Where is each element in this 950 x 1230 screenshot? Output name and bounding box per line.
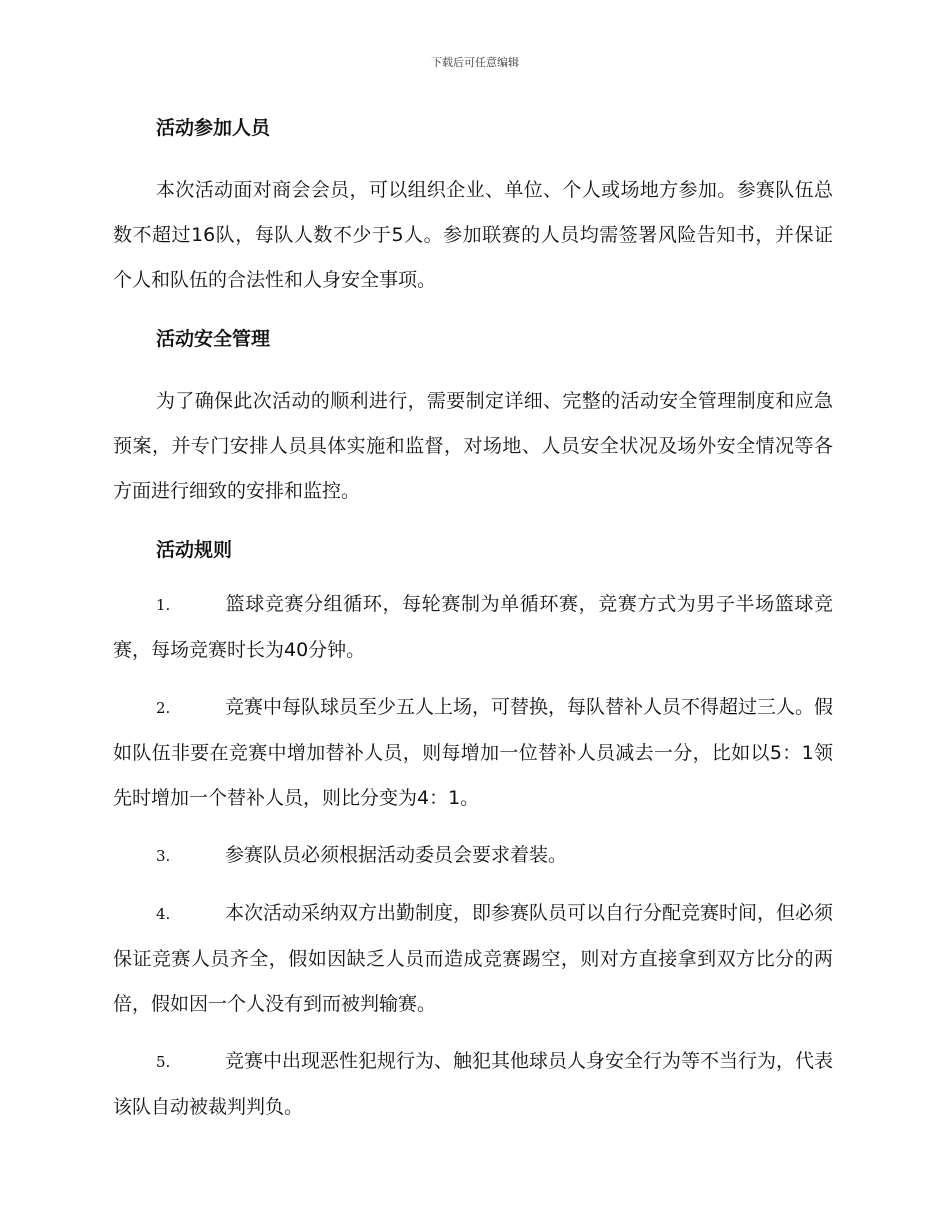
rule-number: 3. (156, 847, 171, 865)
rule-text: 竞赛中每队球员至少五人上场，可替换，每队替补人员不得超过三人。假如队伍非要在竞赛中增加替补人员，则每增加一位替补人员减去一分，比如以5：1领先时增加一个替补人员，则比分变为4：1。 (113, 696, 834, 809)
document-body (113, 112, 833, 1142)
header-note: 下载后可任意编辑 (431, 56, 519, 69)
rule-text: 本次活动采纳双方出勤制度，即参赛队员可以自行分配竞赛时间，但必须保证竞赛人员齐全，假如因缺乏人员而造成竞赛踢空，则对方直接拿到双方比分的两倍，假如因一个人没有到而被判输赛。 (113, 902, 834, 1015)
rule-text: 参赛队员必须根据活动委员会要求着装。 (225, 844, 568, 866)
rule-item-4 (113, 891, 833, 1027)
rule-text: 竞赛中出现恶性犯规行为、触犯其他球员人身安全行为等不当行为，代表该队自动被裁判判负。 (113, 1050, 834, 1118)
section-heading-safety: 活动安全管理 (156, 328, 271, 350)
rule-number: 2. (156, 699, 171, 717)
rule-item-5 (113, 1039, 833, 1130)
rule-number: 1. (156, 596, 171, 614)
section-heading-participants: 活动参加人员 (156, 117, 271, 139)
section-paragraph-participants: 本次活动面对商会会员，可以组织企业、单位、个人或场地方参加。参赛队伍总数不超过16队，每队人数不少于5人。参加联赛的人员均需签署风险告知书，并保证个人和队伍的合法性和人身安全事项。 (113, 179, 833, 291)
rule-number: 5. (156, 1053, 171, 1071)
section-heading-rules: 活动规则 (156, 539, 233, 561)
rule-item-1 (113, 582, 833, 673)
rule-item-3 (113, 833, 833, 879)
rule-text: 篮球竞赛分组循环，每轮赛制为单循环赛，竞赛方式为男子半场篮球竞赛，每场竞赛时长为40分钟。 (113, 593, 833, 661)
rule-item-2 (113, 685, 833, 821)
section-paragraph-safety: 为了确保此次活动的顺利进行，需要制定详细、完整的活动安全管理制度和应急预案，并专门安排人员具体实施和监督，对场地、人员安全状况及场外安全情况等各方面进行细致的安排和监控。 (113, 390, 833, 502)
rule-number: 4. (156, 905, 171, 923)
